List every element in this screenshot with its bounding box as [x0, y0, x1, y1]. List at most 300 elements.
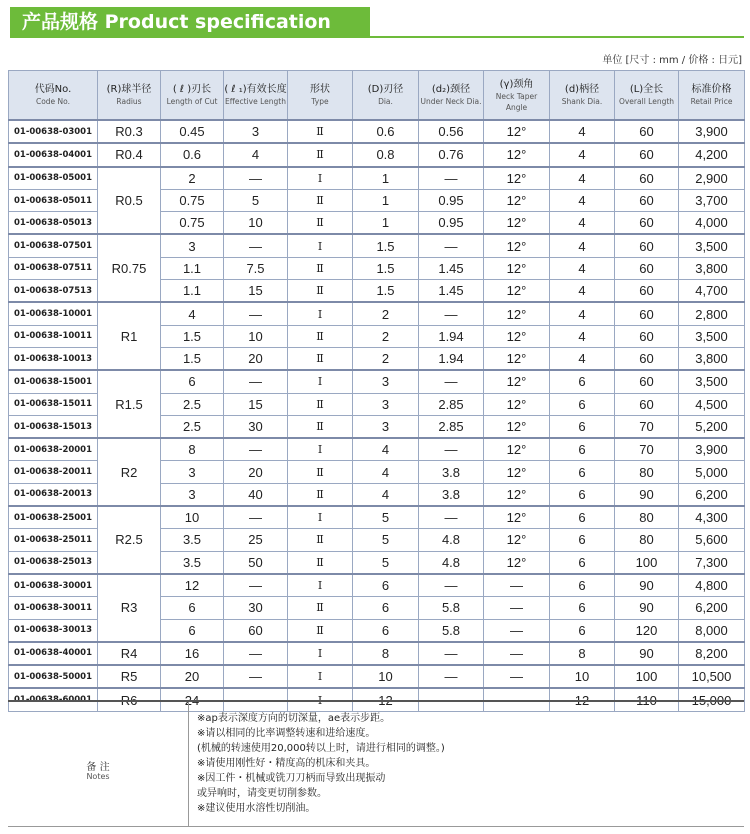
cell-radius: R2	[98, 438, 161, 506]
cell-code: 01-00638-07501	[9, 234, 98, 257]
cell-price: 7,300	[679, 551, 745, 574]
column-header-cn: ( ℓ ₁)有效长度	[224, 84, 287, 95]
cell-price: 4,000	[679, 212, 745, 235]
cell-l: 4	[161, 302, 224, 325]
cell-l: 2.5	[161, 415, 224, 438]
cell-type: Ⅱ	[288, 280, 353, 303]
cell-code: 01-00638-20011	[9, 461, 98, 483]
cell-type: Ⅰ	[288, 688, 353, 711]
cell-d2: —	[419, 642, 484, 665]
cell-d: 5	[353, 529, 419, 551]
note-line: (机械的转速使用20,000转以上时，请进行相同的调整。)	[197, 743, 445, 754]
cell-d2: 3.8	[419, 461, 484, 483]
note-line: ※ap表示深度方向的切深量，ae表示步距。	[197, 713, 391, 724]
cell-d: 0.6	[353, 120, 419, 143]
cell-le: —	[224, 370, 288, 393]
cell-code: 01-00638-25013	[9, 551, 98, 574]
notes-section	[8, 700, 744, 827]
cell-d: 6	[550, 574, 615, 597]
cell-d2: —	[419, 302, 484, 325]
cell-l: 60	[615, 167, 679, 190]
column-header-cn: ( ℓ )刃长	[172, 84, 212, 95]
cell-radius: R1	[98, 302, 161, 370]
cell-radius: R6	[98, 688, 161, 711]
cell-d: 6	[353, 597, 419, 619]
cell-d: 6	[550, 461, 615, 483]
cell-l: 1.1	[161, 280, 224, 303]
cell-type: Ⅰ	[288, 370, 353, 393]
cell-price: 5,200	[679, 415, 745, 438]
cell-d2: 4.8	[419, 529, 484, 551]
cell-type: Ⅱ	[288, 212, 353, 235]
cell-d: 4	[550, 257, 615, 279]
cell-price: 5,000	[679, 461, 745, 483]
cell-d: 4	[550, 302, 615, 325]
cell-d: 4	[550, 347, 615, 370]
cell-angle: 12°	[484, 529, 550, 551]
cell-d: 5	[353, 551, 419, 574]
table-row	[9, 665, 745, 688]
cell-d2: 2.85	[419, 415, 484, 438]
cell-d: 5	[353, 506, 419, 529]
cell-code: 01-00638-25011	[9, 529, 98, 551]
cell-d: 4	[353, 483, 419, 506]
cell-angle: 12°	[484, 483, 550, 506]
column-header-en: Dia.	[378, 97, 393, 106]
cell-le: —	[224, 574, 288, 597]
cell-code: 01-00638-30011	[9, 597, 98, 619]
cell-l: 3.5	[161, 551, 224, 574]
cell-code: 01-00638-20013	[9, 483, 98, 506]
column-header	[679, 71, 745, 121]
cell-d: 8	[550, 642, 615, 665]
cell-l: 90	[615, 483, 679, 506]
column-header-en: Neck Taper Angle	[495, 91, 538, 112]
cell-l: 90	[615, 574, 679, 597]
cell-le: 15	[224, 393, 288, 415]
cell-d2: 5.8	[419, 619, 484, 642]
cell-l: 1.5	[161, 325, 224, 347]
cell-angle: 12°	[484, 393, 550, 415]
cell-l: 80	[615, 461, 679, 483]
column-header-cn: (γ)颈角	[499, 78, 534, 90]
note-line: 或异响时，请变更切削参数。	[197, 788, 327, 799]
cell-angle: 12°	[484, 302, 550, 325]
notes-label-en: Notes	[86, 772, 110, 781]
cell-d: 6	[550, 438, 615, 461]
cell-d: 6	[550, 393, 615, 415]
cell-d2: —	[419, 167, 484, 190]
note-line: ※建议使用水溶性切削油。	[197, 803, 316, 814]
cell-code: 01-00638-20001	[9, 438, 98, 461]
cell-d: 1.5	[353, 234, 419, 257]
cell-le: —	[224, 506, 288, 529]
notes-label-cn: 备 注	[86, 762, 110, 773]
cell-d: 1.5	[353, 257, 419, 279]
cell-l: 0.75	[161, 189, 224, 211]
cell-d2: 0.95	[419, 212, 484, 235]
cell-l: 10	[161, 506, 224, 529]
cell-angle: 12°	[484, 234, 550, 257]
cell-type: Ⅱ	[288, 529, 353, 551]
cell-d: 6	[550, 370, 615, 393]
cell-price: 3,700	[679, 189, 745, 211]
cell-type: Ⅰ	[288, 167, 353, 190]
table-row	[9, 143, 745, 166]
cell-d: 4	[550, 120, 615, 143]
cell-l: 120	[615, 619, 679, 642]
cell-l: 12	[161, 574, 224, 597]
cell-d: 6	[353, 574, 419, 597]
cell-d: 6	[550, 551, 615, 574]
cell-le: —	[224, 642, 288, 665]
cell-le: 60	[224, 619, 288, 642]
cell-angle: 12°	[484, 257, 550, 279]
cell-l: 60	[615, 325, 679, 347]
cell-le: 25	[224, 529, 288, 551]
cell-d: 0.8	[353, 143, 419, 166]
column-header	[419, 71, 484, 121]
cell-l: 60	[615, 393, 679, 415]
column-header-en: Shank Dia.	[561, 97, 603, 106]
cell-price: 3,900	[679, 438, 745, 461]
column-header-cn: (R)球半径	[106, 84, 152, 95]
cell-l: 70	[615, 438, 679, 461]
cell-d: 1	[353, 167, 419, 190]
cell-l: 16	[161, 642, 224, 665]
cell-l: 60	[615, 234, 679, 257]
cell-angle: 12°	[484, 120, 550, 143]
cell-code: 01-00638-10013	[9, 347, 98, 370]
cell-price: 6,200	[679, 597, 745, 619]
cell-radius: R0.3	[98, 120, 161, 143]
cell-d: 4	[353, 461, 419, 483]
cell-angle: 12°	[484, 415, 550, 438]
cell-radius: R0.4	[98, 143, 161, 166]
column-header	[161, 71, 224, 121]
cell-price: 15,000	[679, 688, 745, 711]
cell-angle: —	[484, 642, 550, 665]
cell-type: Ⅱ	[288, 597, 353, 619]
cell-type: Ⅱ	[288, 483, 353, 506]
cell-l: 3.5	[161, 529, 224, 551]
cell-code: 01-00638-05011	[9, 189, 98, 211]
cell-type: Ⅱ	[288, 189, 353, 211]
cell-l: 70	[615, 415, 679, 438]
cell-type: Ⅱ	[288, 120, 353, 143]
cell-code: 01-00638-05001	[9, 167, 98, 190]
cell-price: 2,800	[679, 302, 745, 325]
cell-type: Ⅱ	[288, 619, 353, 642]
cell-angle: 12°	[484, 506, 550, 529]
cell-le: —	[224, 688, 288, 711]
cell-d: 6	[550, 597, 615, 619]
column-header-en: Code No.	[35, 97, 71, 106]
cell-d2: 0.76	[419, 143, 484, 166]
table-row	[9, 438, 745, 461]
cell-d: 6	[550, 529, 615, 551]
cell-le: —	[224, 302, 288, 325]
cell-le: —	[224, 234, 288, 257]
cell-l: 60	[615, 120, 679, 143]
cell-d: 4	[550, 189, 615, 211]
column-header-cn: (D)刃径	[367, 84, 404, 95]
cell-l: 100	[615, 665, 679, 688]
column-header-cn: (d₂)颈径	[431, 84, 471, 95]
cell-price: 8,200	[679, 642, 745, 665]
cell-angle: —	[484, 688, 550, 711]
notes-label	[8, 702, 189, 826]
cell-radius: R1.5	[98, 370, 161, 438]
table-row	[9, 167, 745, 190]
column-header-cn: 标准价格	[691, 84, 732, 95]
note-line: ※请使用刚性好・精度高的机床和夹具。	[197, 758, 376, 769]
cell-d2: 4.8	[419, 551, 484, 574]
cell-d: 3	[353, 415, 419, 438]
cell-d: 3	[353, 370, 419, 393]
cell-d: 1	[353, 189, 419, 211]
column-header-en: Effective Length	[225, 97, 286, 106]
cell-code: 01-00638-05013	[9, 212, 98, 235]
column-header	[98, 71, 161, 121]
cell-price: 3,500	[679, 234, 745, 257]
table-row	[9, 234, 745, 257]
cell-code: 01-00638-50001	[9, 665, 98, 688]
cell-price: 6,200	[679, 483, 745, 506]
table-row	[9, 370, 745, 393]
cell-d2: —	[419, 506, 484, 529]
cell-angle: 12°	[484, 143, 550, 166]
cell-angle: 12°	[484, 347, 550, 370]
cell-type: Ⅱ	[288, 257, 353, 279]
column-header-en: Overall Length	[618, 97, 675, 106]
cell-d: 6	[550, 415, 615, 438]
table-row	[9, 506, 745, 529]
cell-d2: 1.94	[419, 347, 484, 370]
cell-type: Ⅰ	[288, 438, 353, 461]
cell-code: 01-00638-15001	[9, 370, 98, 393]
table-row	[9, 302, 745, 325]
cell-d: 2	[353, 347, 419, 370]
cell-angle: 12°	[484, 325, 550, 347]
cell-l: 60	[615, 347, 679, 370]
note-line: ※请以相同的比率调整转速和进给速度。	[197, 728, 376, 739]
cell-d2: —	[419, 370, 484, 393]
cell-angle: 12°	[484, 461, 550, 483]
cell-d: 6	[353, 619, 419, 642]
cell-angle: 12°	[484, 189, 550, 211]
header-underline	[10, 36, 744, 38]
column-header	[353, 71, 419, 121]
cell-l: 80	[615, 529, 679, 551]
cell-d: 4	[550, 280, 615, 303]
cell-code: 01-00638-30013	[9, 619, 98, 642]
cell-d: 1	[353, 212, 419, 235]
cell-d: 2	[353, 302, 419, 325]
cell-d2: —	[419, 234, 484, 257]
cell-l: 60	[615, 302, 679, 325]
cell-d: 2	[353, 325, 419, 347]
cell-type: Ⅰ	[288, 302, 353, 325]
cell-angle: 12°	[484, 551, 550, 574]
cell-l: 3	[161, 483, 224, 506]
cell-type: Ⅱ	[288, 347, 353, 370]
unit-note: 单位 [尺寸 : mm / 价格 : 日元]	[602, 55, 742, 66]
cell-type: Ⅱ	[288, 143, 353, 166]
cell-code: 01-00638-30001	[9, 574, 98, 597]
cell-price: 4,300	[679, 506, 745, 529]
table-row	[9, 574, 745, 597]
cell-d: 10	[550, 665, 615, 688]
cell-price: 8,000	[679, 619, 745, 642]
cell-l: 3	[161, 461, 224, 483]
cell-l: 60	[615, 280, 679, 303]
cell-radius: R4	[98, 642, 161, 665]
cell-l: 60	[615, 257, 679, 279]
table-row	[9, 120, 745, 143]
cell-l: 2	[161, 167, 224, 190]
column-header	[224, 71, 288, 121]
cell-type: Ⅱ	[288, 393, 353, 415]
cell-l: 0.45	[161, 120, 224, 143]
cell-d2: —	[419, 574, 484, 597]
cell-l: 6	[161, 370, 224, 393]
cell-l: 6	[161, 597, 224, 619]
cell-d: 10	[353, 665, 419, 688]
cell-type: Ⅰ	[288, 665, 353, 688]
cell-angle: 12°	[484, 212, 550, 235]
cell-price: 3,800	[679, 257, 745, 279]
cell-radius: R3	[98, 574, 161, 642]
cell-l: 60	[615, 143, 679, 166]
cell-l: 60	[615, 370, 679, 393]
cell-le: 4	[224, 143, 288, 166]
cell-d2: 1.45	[419, 257, 484, 279]
cell-code: 01-00638-07511	[9, 257, 98, 279]
column-header-cn: 形状	[310, 84, 330, 95]
cell-radius: R5	[98, 665, 161, 688]
cell-angle: 12°	[484, 370, 550, 393]
cell-d2: 1.45	[419, 280, 484, 303]
cell-l: 24	[161, 688, 224, 711]
cell-l: 90	[615, 642, 679, 665]
cell-d: 4	[550, 167, 615, 190]
cell-d: 4	[550, 143, 615, 166]
cell-price: 2,900	[679, 167, 745, 190]
cell-l: 1.5	[161, 347, 224, 370]
cell-l: 0.75	[161, 212, 224, 235]
column-header-en: Type	[311, 97, 329, 106]
cell-le: 15	[224, 280, 288, 303]
spec-table	[8, 70, 745, 712]
cell-price: 4,800	[679, 574, 745, 597]
cell-l: 8	[161, 438, 224, 461]
cell-le: 7.5	[224, 257, 288, 279]
cell-type: Ⅱ	[288, 551, 353, 574]
column-header-en: Radius	[116, 97, 142, 106]
cell-le: 10	[224, 212, 288, 235]
cell-d2: 0.56	[419, 120, 484, 143]
column-header	[9, 71, 98, 121]
cell-d: 6	[550, 619, 615, 642]
cell-d2: 3.8	[419, 483, 484, 506]
cell-d: 12	[550, 688, 615, 711]
cell-l: 60	[615, 212, 679, 235]
column-header-cn: (L)全长	[629, 84, 664, 95]
cell-le: 40	[224, 483, 288, 506]
cell-code: 01-00638-60001	[9, 688, 98, 711]
column-header-cn: (d)柄径	[564, 84, 600, 95]
cell-code: 01-00638-25001	[9, 506, 98, 529]
cell-type: Ⅰ	[288, 506, 353, 529]
cell-l: 6	[161, 619, 224, 642]
cell-price: 3,500	[679, 370, 745, 393]
cell-d: 6	[550, 483, 615, 506]
cell-d: 6	[550, 506, 615, 529]
cell-code: 01-00638-03001	[9, 120, 98, 143]
cell-price: 5,600	[679, 529, 745, 551]
cell-l: 110	[615, 688, 679, 711]
cell-code: 01-00638-40001	[9, 642, 98, 665]
column-header-en: Retail Price	[690, 97, 733, 106]
cell-code: 01-00638-10011	[9, 325, 98, 347]
cell-le: 50	[224, 551, 288, 574]
cell-price: 3,500	[679, 325, 745, 347]
cell-type: Ⅱ	[288, 461, 353, 483]
cell-d2: —	[419, 665, 484, 688]
cell-angle: —	[484, 665, 550, 688]
cell-l: 60	[615, 189, 679, 211]
cell-le: 30	[224, 415, 288, 438]
cell-code: 01-00638-04001	[9, 143, 98, 166]
cell-price: 10,500	[679, 665, 745, 688]
column-header-cn: 代码No.	[34, 84, 72, 95]
cell-d: 4	[550, 325, 615, 347]
cell-radius: R0.5	[98, 167, 161, 235]
cell-angle: 12°	[484, 167, 550, 190]
cell-radius: R0.75	[98, 234, 161, 302]
column-header	[615, 71, 679, 121]
cell-code: 01-00638-07513	[9, 280, 98, 303]
cell-price: 4,500	[679, 393, 745, 415]
cell-price: 4,700	[679, 280, 745, 303]
cell-l: 100	[615, 551, 679, 574]
cell-type: Ⅱ	[288, 325, 353, 347]
cell-angle: 12°	[484, 280, 550, 303]
cell-le: —	[224, 665, 288, 688]
cell-le: 10	[224, 325, 288, 347]
column-header	[484, 71, 550, 121]
cell-d2: 2.85	[419, 393, 484, 415]
cell-l: 2.5	[161, 393, 224, 415]
notes-text	[197, 711, 445, 816]
cell-d2: —	[419, 438, 484, 461]
column-header	[288, 71, 353, 121]
cell-angle: —	[484, 574, 550, 597]
cell-angle: 12°	[484, 438, 550, 461]
cell-l: 1.1	[161, 257, 224, 279]
cell-d: 4	[550, 212, 615, 235]
cell-d: 4	[550, 234, 615, 257]
column-header-en: Under Neck Dia.	[420, 97, 482, 106]
cell-d2: —	[419, 688, 484, 711]
cell-price: 3,800	[679, 347, 745, 370]
table-row	[9, 642, 745, 665]
cell-d2: 5.8	[419, 597, 484, 619]
cell-code: 01-00638-10001	[9, 302, 98, 325]
cell-d: 8	[353, 642, 419, 665]
cell-d: 1.5	[353, 280, 419, 303]
